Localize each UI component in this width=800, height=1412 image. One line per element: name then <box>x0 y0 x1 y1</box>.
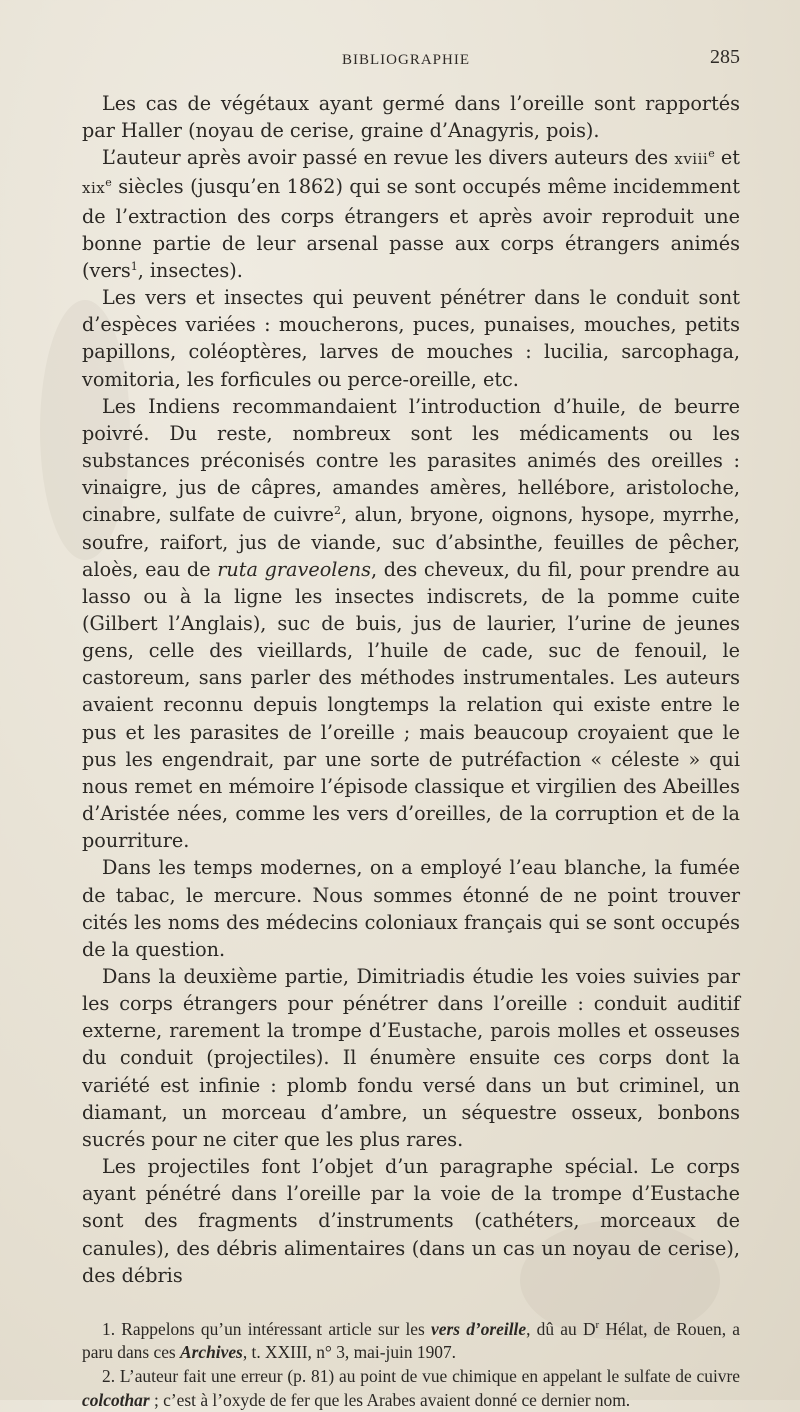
century-numeral: xviii <box>674 150 709 169</box>
italic-term: ruta graveolens <box>217 557 371 581</box>
italic-term: vers d’oreille <box>431 1318 527 1339</box>
footnote-1-text: 1. Rappelons qu’un intéressant article sur les <box>102 1318 432 1339</box>
body-text <box>82 90 740 1289</box>
italic-term: colcothar <box>82 1389 150 1410</box>
page-number: 285 <box>710 46 740 68</box>
footnote-2-text: 2. L’auteur fait une erreur (p. 81) au point de vue chimique en appelant le sulfate de cuivre <box>102 1366 740 1387</box>
paragraph-4-text: , alun, bryone, oignons, hysope, myrrhe, soufre, raifort, jus de viande, suc d’absinthe, feuilles de pêcher, aloès, eau de <box>82 503 740 581</box>
paragraph-5: Dans les temps modernes, on a employé l’eau blanche, la fumée de tabac, le mercure. Nous sommes étonné de ne point trouver cités les noms des médecins coloniaux français qui se sont occupés de la question. <box>82 856 740 961</box>
footnote-2-text: ; c’est à l’oxyde de fer que les Arabes avaient donné ce dernier nom. <box>149 1389 631 1410</box>
superscript: e <box>105 176 112 190</box>
paragraph-3: Les vers et insectes qui peuvent pénétrer dans le conduit sont d’espèces variées : moucherons, puces, punaises, mouches, petits papillons, coléoptères, larves de mouches : lucilia, sarcophaga, vomitoria, les forficules ou perce-oreille, etc. <box>82 286 740 391</box>
paragraph-7: Les projectiles font l’objet d’un paragraphe spécial. Le corps ayant pénétré dans l’oreille par la voie de la trompe d’Eustache sont des fragments d’instruments (cathéters, morceaux de canules), des débris alimentaires (dans un cas un noyau de cerise), des débris <box>82 1155 740 1287</box>
footnote-ref-1: 1 <box>130 259 138 273</box>
footnote-2 <box>82 1365 740 1412</box>
running-head <box>82 40 740 84</box>
footnotes <box>82 1318 740 1412</box>
paragraph-2-text: , insectes). <box>137 258 243 282</box>
running-title: BIBLIOGRAPHIE <box>342 52 470 68</box>
superscript: e <box>708 147 715 161</box>
paragraph-4 <box>82 393 740 855</box>
paragraph-6: Dans la deuxième partie, Dimitriadis étudie les voies suivies par les corps étrangers pour pénétrer dans l’oreille : conduit auditif externe, rarement la trompe d’Eustache, parois molles et osseuses du conduit (projectiles). Il énumère ensuite ces corps dont la variété est infinie : plomb fondu versé dans un but criminel, un diamant, un morceau d’ambre, un séquestre osseux, bonbons sucrés pour ne citer que les plus rares. <box>82 965 740 1151</box>
century-numeral: xix <box>82 179 106 198</box>
footnote-1-text: , t. XXIII, n° 3, mai-juin 1907. <box>242 1342 457 1363</box>
paragraph-2 <box>82 144 740 284</box>
paragraph-4-text: , des cheveux, du fil, pour prendre au lasso ou à la ligne les insectes indiscrets, de la pomme cuite (Gilbert l’Anglais), suc de buis, jus de laurier, l’urine de jeunes gens, celle des vieillards, l’huile de cade, suc de fenouil, le castoreum, sans parler des méthodes instrumentales. Les auteurs avaient reconnu depuis longtemps la relation qui existe entre le pus et les parasites de l’oreille ; mais beaucoup croyaient que le pus les engendrait, par une sorte de putréfaction « céleste » qui nous remet en mémoire l’épisode classique et virgilien des Abeilles d’Aristée nées, comme les vers d’oreilles, de la corruption et de la pourriture. <box>82 557 740 853</box>
paragraph-2-text: L’auteur après avoir passé en revue les divers auteurs des <box>102 146 675 170</box>
paragraph-2-text: et <box>714 146 740 170</box>
italic-term: Archives <box>180 1342 243 1363</box>
superscript: r <box>595 1318 600 1331</box>
footnote-ref-2: 2 <box>334 504 342 518</box>
book-page <box>82 40 740 1412</box>
paragraph-4-text: Les Indiens recommandaient l’introduction d’huile, de beurre poivré. Du reste, nombreux sont les médicaments ou les substances préconisés contre les parasites animés des oreilles : vinaigre, jus de câpres, amandes amères, hellébore, aristoloche, cinabre, sulfate de cuivre <box>82 394 740 527</box>
footnote-1-text: , dû au D <box>526 1318 596 1339</box>
footnote-1-text: Hélat, de Rouen, a paru dans ces <box>82 1318 740 1363</box>
footnote-1 <box>82 1318 740 1365</box>
paragraph-1: Les cas de végétaux ayant germé dans l’oreille sont rapportés par Haller (noyau de cerise, graine d’Anagyris, pois). <box>82 92 740 143</box>
paragraph-2-text: siècles (jusqu’en 1862) qui se sont occupés même incidemment de l’extraction des corps étrangers et après avoir reproduit une bonne partie de leur arsenal passe aux corps étrangers animés (vers <box>82 175 740 282</box>
